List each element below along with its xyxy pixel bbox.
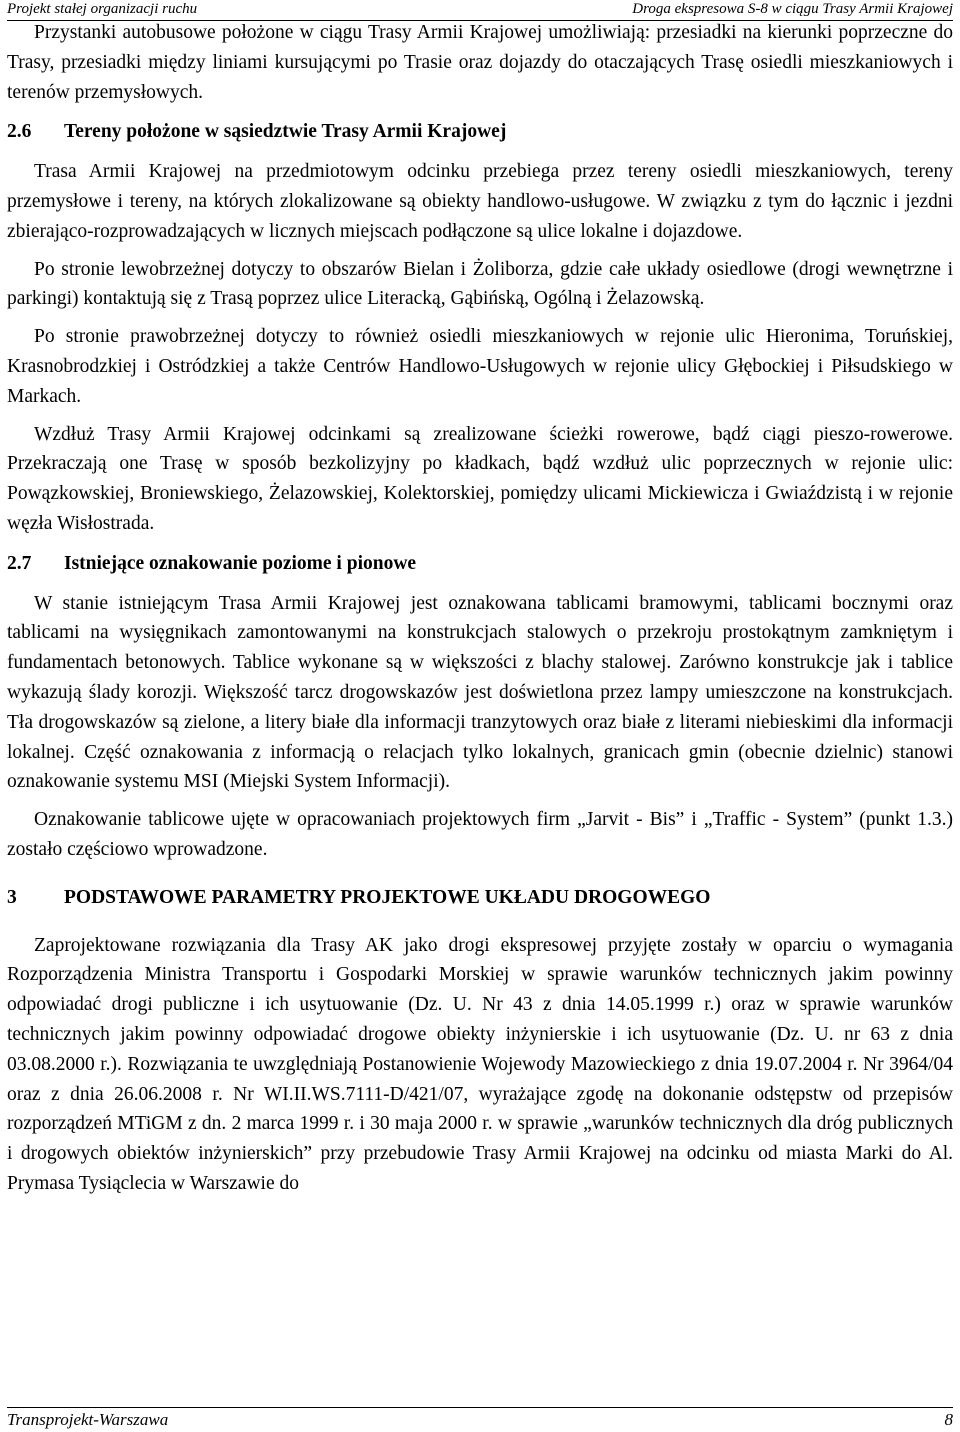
running-footer <box>7 1407 953 1432</box>
page-number: 8 <box>944 1410 953 1429</box>
section-number: 2.7 <box>7 552 32 574</box>
chapter-heading-3 <box>7 883 953 913</box>
paragraph-bike-paths: Wzdłuż Trasy Armii Krajowej odcinkami są zrealizowane ścieżki rowerowe, bądź ciągi pieszo-rowerowe. Przekraczają one Trasę w sposób bezkolizyjny po kładkach, bądź wzdłuż ulic poprzecznych w rejonie ulic: Powązkowskiej, Broniewskiego, Żelazowskiej, Kolektorskiej, pomiędzy ulicami Mickiewicza i Gwiaździstą i w rejonie węzła Wisłostrada. <box>7 423 953 534</box>
paragraph-design-solutions: Zaprojektowane rozwiązania dla Trasy AK jako drogi ekspresowej przyjęte zostały w oparciu o wymagania Rozporządzenia Ministra Transportu i Gospodarki Morskiej w sprawie warunków technicznych jakim powinny odpowiadać drogi publiczne i ich usytuowanie (Dz. U. Nr 43 z dnia 14.05.1999 r.) oraz w sprawie warunków technicznych jakim powinny odpowiadać drogowe obiekty inżynierskie i ich usytuowanie (Dz. U. nr 63 z dnia 03.08.2000 r.). Rozwiązania te uwzględniają Postanowienie Wojewody Mazowieckiego z dnia 19.07.2004 r. Nr 3964/04 oraz z dnia 26.06.2008 r. Nr WI.II.WS.7111-D/421/07, wyrażające zgodę na dokonanie odstępstw od przepisów rozporządzeń MTiGM z dn. 2 marca 1999 r. i 30 maja 2000 r. w sprawie „warunków technicznych dla dróg publicznych i drogowych obiektów inżynierskich” przy przebudowie Trasy Armii Krajowej na odcinku od miasta Marki do Al. Prymasa Tysiąclecia w Warszawie do <box>7 934 953 1194</box>
section-heading-2-7 <box>7 549 953 579</box>
header-road-title: Droga ekspresowa S-8 w ciągu Trasy Armii Krajowej <box>632 1 953 17</box>
paragraph-left-bank: Po stronie lewobrzeżnej dotyczy to obszarów Bielan i Żoliborza, gdzie całe układy osiedlowe (drogi wewnętrzne i parkingi) kontaktują się z Trasą poprzez ulice Literacką, Gąbińską, Ogólną i Żelazowską. <box>7 258 953 310</box>
section-heading-2-6 <box>7 117 953 147</box>
section-title: Istniejące oznakowanie poziome i pionowe <box>64 552 417 574</box>
chapter-title: PODSTAWOWE PARAMETRY PROJEKTOWE UKŁADU DROGOWEGO <box>64 886 711 908</box>
paragraph-right-bank: Po stronie prawobrzeżnej dotyczy to również osiedli mieszkaniowych w rejonie ulic Hieronima, Toruńskiej, Krasnobrodzkiej i Ostródzkiej a także Centrów Handlowo-Usługowych w rejonie ulicy Głębockiej i Piłsudskiego w Markach. <box>7 326 953 407</box>
header-project-title: Projekt stałej organizacji ruchu <box>7 1 198 17</box>
paragraph-adjacent-areas: Trasa Armii Krajowej na przedmiotowym odcinku przebiega przez tereny osiedli mieszkaniowych, tereny przemysłowe i tereny, na których zlokalizowane są obiekty handlowo-usługowe. W związku z tym do łącznic i jezdni zbierająco-rozprowadzających w licznych miejscach podłączone są ulice lokalne i dojazdowe. <box>7 161 953 242</box>
paragraph-existing-signage: W stanie istniejącym Trasa Armii Krajowej jest oznakowana tablicami bramowymi, tablicami bocznymi oraz tablicami na wysięgnikach zamontowanymi na konstrukcjach stalowych o przekroju prostokątnym zamkniętym i fundamentach betonowych. Tablice wykonane są w większości z blachy stalowej. Zarówno konstrukcje jak i tablice wykazują ślady korozji. Większość tarcz drogowskazów jest doświetlona przez lampy umieszczone na konstrukcjach. Tła drogowskazów są zielone, a litery białe dla informacji tranzytowych oraz białe z literami niebieskimi dla informacji lokalnej. Część oznakowania z informacją o relacjach tylko lokalnych, granicach gmin (obecnie dzielnic) stanowi oznakowanie systemu MSI (Miejski System Informacji). <box>7 592 953 793</box>
section-number: 2.6 <box>7 121 32 143</box>
document-body <box>7 18 953 1207</box>
paragraph-bus-stops: Przystanki autobusowe położone w ciągu Trasy Armii Krajowej umożliwiają: przesiadki na kierunki poprzeczne do Trasy, przesiadki między liniami kursującymi po Trasie oraz dojazdy do otaczających Trasę osiedli mieszkaniowych i terenów przemysłowych. <box>7 22 953 103</box>
footer-company: Transprojekt-Warszawa <box>7 1410 169 1429</box>
section-title: Tereny położone w sąsiedztwie Trasy Armii Krajowej <box>64 121 507 143</box>
chapter-number: 3 <box>7 886 17 908</box>
paragraph-signage-projects: Oznakowanie tablicowe ujęte w opracowaniach projektowych firm „Jarvit - Bis” i „Traffic - System” (punkt 1.3.) zostało częściowo wprowadzone. <box>7 809 953 860</box>
